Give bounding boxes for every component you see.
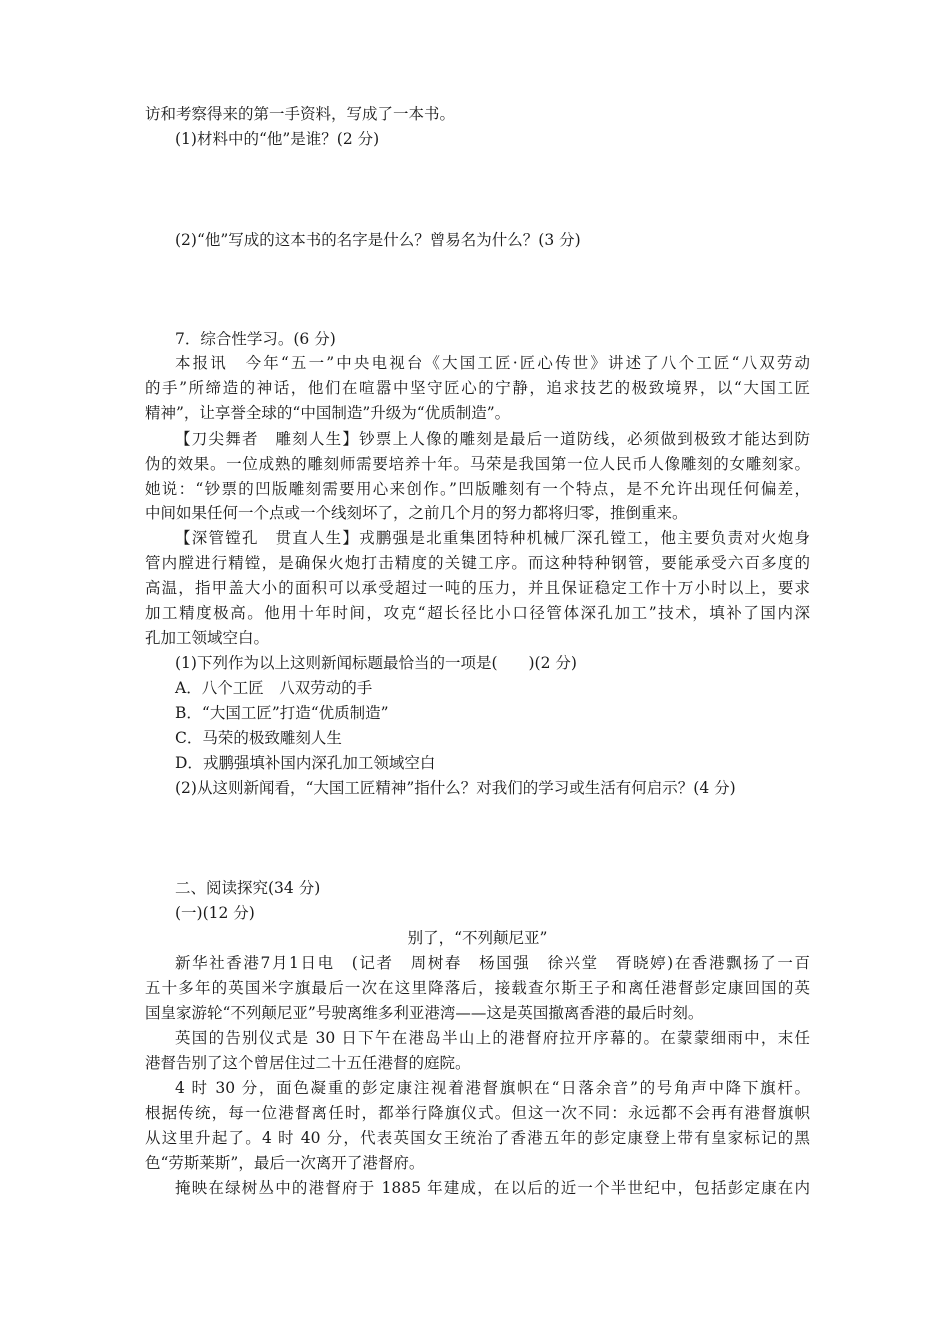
question-7-2: (2)从这则新闻看，“大国工匠精神”指什么？对我们的学习或生活有何启示？(4 分) [175,779,736,797]
q7-p1-line: 的手”所缔造的神话，他们在喧嚣中坚守匠心的宁静，追求技艺的极致境界，以“大国工匠 [145,379,810,397]
article-p1-line: 国皇家游轮“不列颠尼亚”号驶离维多利亚港湾——这是英国撤离香港的最后时刻。 [145,1004,704,1022]
q7-p2-line: 伪的效果。一位成熟的雕刻师需要培养十年。马荣是我国第一位人民币人像雕刻的女雕刻家。 [145,455,810,473]
option-c: C．马荣的极致雕刻人生 [175,729,342,747]
q7-p1-line: 本报讯 今年“五一”中央电视台《大国工匠·匠心传世》讲述了八个工匠“八双劳动 [175,354,810,372]
article-p2-line: 港督告别了这个曾居住过二十五任港督的庭院。 [145,1054,471,1072]
option-b: B．“大国工匠”打造“优质制造” [175,704,389,722]
q7-p2-line: 中间如果任何一个点或一个线刻坏了，之前几个月的努力都将归零，推倒重来。 [145,504,688,522]
q7-p1-line: 精神”，让享誉全球的“中国制造”升级为“优质制造”。 [145,404,511,422]
part-2-heading: 二、阅读探究(34 分) [175,879,321,897]
q7-p3-line: 加工精度极高。他用十年时间，攻克“超长径比小口径管体深孔加工”技术，填补了国内深 [145,604,810,622]
continuation-line: 访和考察得来的第一手资料，写成了一本书。 [145,105,456,123]
article-p3-line: 色“劳斯莱斯”，最后一次离开了港督府。 [145,1154,425,1172]
q7-p2-line: 【刀尖舞者 雕刻人生】钞票上人像的雕刻是最后一道防线，必须做到极致才能达到防 [175,430,810,448]
q7-p3-line: 管内膛进行精镗，是确保火炮打击精度的关键工序。而这种特种钢管，要能承受六百多度的 [145,554,810,572]
q7-p3-line: 【深管镗孔 贯直人生】戎鹏强是北重集团特种机械厂深孔镗工，他主要负责对火炮身 [175,529,810,547]
option-d: D．戎鹏强填补国内深孔加工领域空白 [175,754,436,772]
article-p2-line: 英国的告别仪式是 30 日下午在港岛半山上的港督府拉开序幕的。在蒙蒙细雨中，末任 [175,1029,810,1047]
article-p1-line: 新华社香港7月1日电 (记者 周树春 杨国强 徐兴堂 胥晓婷)在香港飘扬了一百 [175,954,810,972]
article-title: 别了，“不列颠尼亚” [407,929,548,947]
q7-p3-line: 孔加工领域空白。 [145,629,270,647]
article-p1-line: 五十多年的英国米字旗最后一次在这里降落后，接载查尔斯王子和离任港督彭定康回国的英 [145,979,810,997]
article-p3-line: 根据传统，每一位港督离任时，都举行降旗仪式。但这一次不同：永远都不会再有港督旗帜 [145,1104,810,1122]
article-p4-line: 掩映在绿树丛中的港督府于 1885 年建成，在以后的近一个半世纪中，包括彭定康在内 [175,1179,810,1197]
q7-p2-line: 她说：“钞票的凹版雕刻需要用心来创作。”凹版雕刻有一个特点，是不允许出现任何偏差， [145,480,810,498]
question-7-heading: 7．综合性学习。(6 分) [175,330,336,348]
question-6-2: (2)“他”写成的这本书的名字是什么？曾易名为什么？(3 分) [175,231,581,249]
article-p3-line: 从这里升起了。4 时 40 分，代表英国女王统治了香港五年的彭定康登上带有皇家标记的黑 [145,1129,810,1147]
question-7-1: (1)下列作为以上这则新闻标题最恰当的一项是( )(2 分) [175,654,577,672]
option-a: A．八个工匠 八双劳动的手 [175,679,373,697]
article-p3-line: 4 时 30 分，面色凝重的彭定康注视着港督旗帜在“日落余音”的号角声中降下旗杆。 [175,1079,810,1097]
section-1-heading: (一)(12 分) [175,904,255,922]
question-6-1: (1)材料中的“他”是谁？(2 分) [175,130,380,148]
q7-p3-line: 高温，指甲盖大小的面积可以承受超过一吨的压力，并且保证稳定工作十万小时以上，要求 [145,579,810,597]
